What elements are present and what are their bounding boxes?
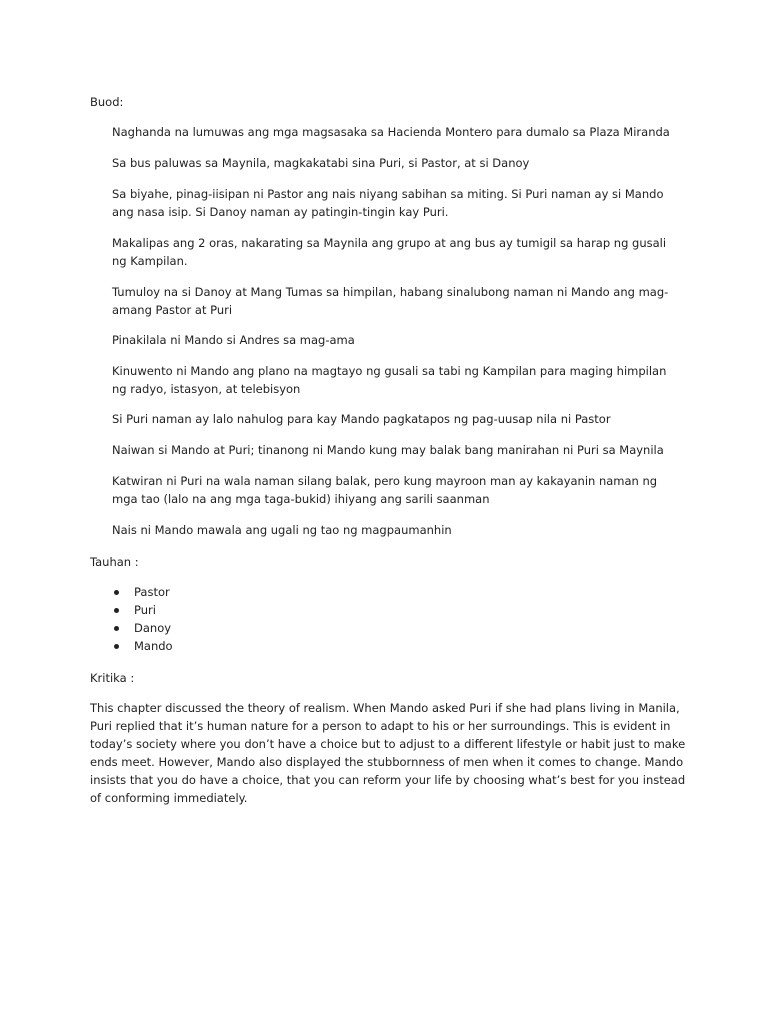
summary-item: Katwiran ni Puri na wala naman silang balak, pero kung mayroon man ay kakayanin naman ng mga tao (lalo na ang mga taga-bukid) ihiyang ang sarili saanman bbox=[112, 474, 658, 506]
bullet-icon bbox=[114, 626, 119, 631]
critique-heading: Kritika : bbox=[90, 671, 135, 685]
summary-item: Naiwan si Mando at Puri; tinanong ni Mando kung may balak bang manirahan ni Puri sa Maynila bbox=[112, 443, 664, 457]
character-name: Puri bbox=[134, 603, 156, 617]
characters-list bbox=[112, 583, 173, 655]
summary-item: Naghanda na lumuwas ang mga magsasaka sa Hacienda Montero para dumalo sa Plaza Miranda bbox=[112, 125, 670, 139]
list-item bbox=[112, 583, 173, 601]
summary-item: Tumuloy na si Danoy at Mang Tumas sa himpilan, habang sinalubong naman ni Mando ang mag-amang Pastor at Puri bbox=[112, 285, 669, 317]
summary-item: Pinakilala ni Mando si Andres sa mag-ama bbox=[112, 333, 355, 347]
summary-item: Si Puri naman ay lalo nahulog para kay Mando pagkatapos ng pag-uusap nila ni Pastor bbox=[112, 412, 611, 426]
summary-item: Sa biyahe, pinag-iisipan ni Pastor ang nais niyang sabihan sa miting. Si Puri naman ay si Mando ang nasa isip. Si Danoy naman ay patingin-tingin kay Puri. bbox=[112, 187, 664, 219]
bullet-icon bbox=[114, 590, 119, 595]
summary-item: Nais ni Mando mawala ang ugali ng tao ng magpaumanhin bbox=[112, 523, 452, 537]
list-item bbox=[112, 619, 173, 637]
bullet-icon bbox=[114, 608, 119, 613]
summary-item: Sa bus paluwas sa Maynila, magkakatabi sina Puri, si Pastor, at si Danoy bbox=[112, 156, 530, 170]
summary-item: Makalipas ang 2 oras, nakarating sa Maynila ang grupo at ang bus ay tumigil sa harap ng gusali ng Kampilan. bbox=[112, 236, 667, 268]
character-name: Mando bbox=[134, 639, 173, 653]
character-name: Pastor bbox=[134, 585, 170, 599]
summary-heading: Buod: bbox=[90, 95, 124, 109]
list-item bbox=[112, 637, 173, 655]
character-name: Danoy bbox=[134, 621, 172, 635]
bullet-icon bbox=[114, 644, 119, 649]
critique-body: This chapter discussed the theory of realism. When Mando asked Puri if she had plans living in Manila, Puri replied that it’s human nature for a person to adapt to his or her surroundings. This is evident in today’s society where you don’t have a choice but to adjust to a different lifestyle or habit just to make ends meet. However, Mando also displayed the stubbornness of men when it comes to change. Mando insists that you do have a choice, that you can reform your life by choosing what’s best for you instead of conforming immediately. bbox=[90, 701, 686, 805]
list-item bbox=[112, 601, 173, 619]
summary-item: Kinuwento ni Mando ang plano na magtayo ng gusali sa tabi ng Kampilan para maging himpilan ng radyo, istasyon, at telebisyon bbox=[112, 364, 667, 396]
characters-heading: Tauhan : bbox=[90, 555, 139, 569]
